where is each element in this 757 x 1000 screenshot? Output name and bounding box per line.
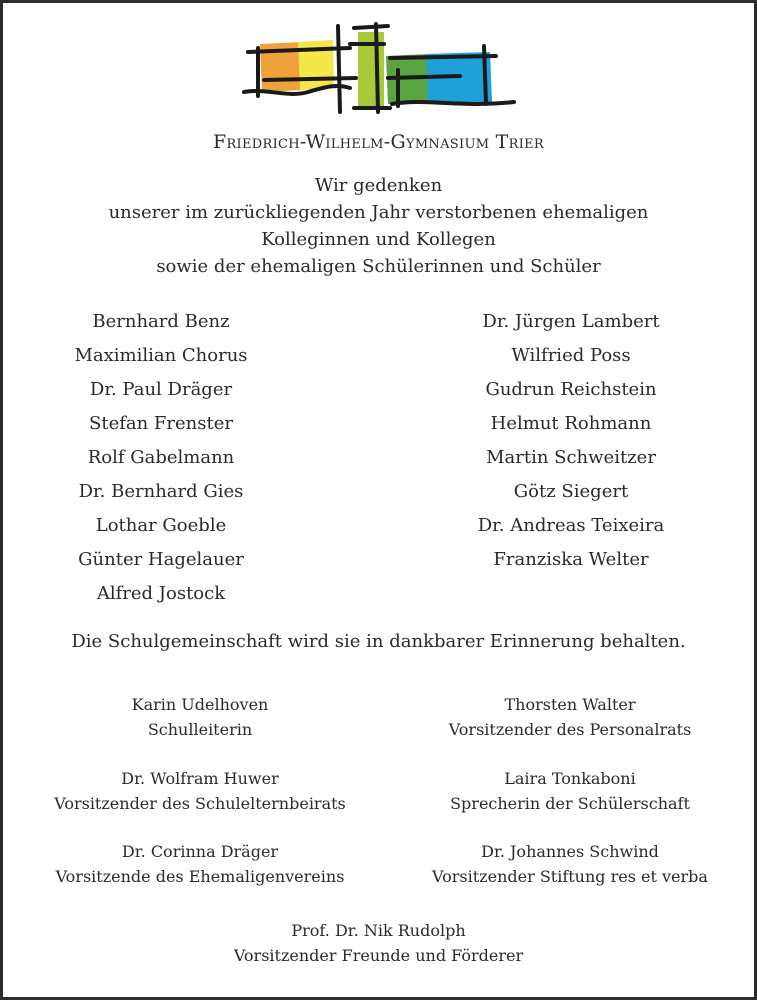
deceased-name: Rolf Gabelmann [87,447,235,468]
intro-text [0,172,757,280]
deceased-name: Dr. Bernhard Gies [78,481,244,502]
signer-role: Schulleiterin [147,720,253,739]
deceased-name: Dr. Paul Dräger [89,379,233,400]
intro-line: sowie der ehemaligen Schülerinnen und Schüler [156,256,601,277]
intro-line: unserer im zurückliegenden Jahr verstorbenen ehemaligen [108,202,649,223]
signer-name: Thorsten Walter [504,695,636,714]
deceased-name: Helmut Rohmann [490,413,652,434]
deceased-name: Dr. Jürgen Lambert [482,311,660,332]
signer-role: Sprecherin der Schülerschaft [450,794,690,813]
deceased-name: Günter Hagelauer [78,549,244,570]
signer-name: Prof. Dr. Nik Rudolph [291,921,466,940]
deceased-name: Gudrun Reichstein [485,379,657,400]
names-list-left [30,305,292,611]
signature-block [0,766,400,816]
deceased-name: Dr. Andreas Teixeira [477,515,665,536]
signer-role: Vorsitzende des Ehemaligenvereins [55,867,345,886]
signer-name: Karin Udelhoven [131,695,269,714]
signer-name: Dr. Corinna Dräger [121,842,279,861]
closing-statement: Die Schulgemeinschaft wird sie in dankbarer Erinnerung behalten. [71,631,686,652]
school-name: Friedrich-Wilhelm-Gymnasium Trier [212,131,545,153]
school-logo-icon [238,18,520,118]
deceased-name: Maximilian Chorus [74,345,248,366]
signer-name: Laira Tonkaboni [504,769,636,788]
deceased-name: Lothar Goeble [95,515,227,536]
names-list-right [440,305,702,577]
signer-name: Dr. Wolfram Huwer [121,769,279,788]
deceased-name: Götz Siegert [513,481,629,502]
signature-block [0,839,400,889]
signer-role: Vorsitzender des Personalrats [448,720,692,739]
intro-line: Wir gedenken [314,175,443,196]
signer-role: Vorsitzender Stiftung res et verba [432,867,708,886]
signature-block [0,692,400,742]
signature-block [395,692,745,742]
deceased-name: Franziska Welter [493,549,649,570]
signature-block [395,839,745,889]
signer-name: Dr. Johannes Schwind [481,842,659,861]
deceased-name: Alfred Jostock [96,583,226,604]
signer-role: Vorsitzender Freunde und Förderer [233,946,524,965]
intro-line: Kolleginnen und Kollegen [261,229,496,250]
signature-block [0,918,757,968]
deceased-name: Bernhard Benz [92,311,230,332]
deceased-name: Martin Schweitzer [486,447,656,468]
deceased-name: Wilfried Poss [511,345,631,366]
deceased-name: Stefan Frenster [89,413,233,434]
signature-block [395,766,745,816]
signer-role: Vorsitzender des Schulelternbeirats [54,794,346,813]
